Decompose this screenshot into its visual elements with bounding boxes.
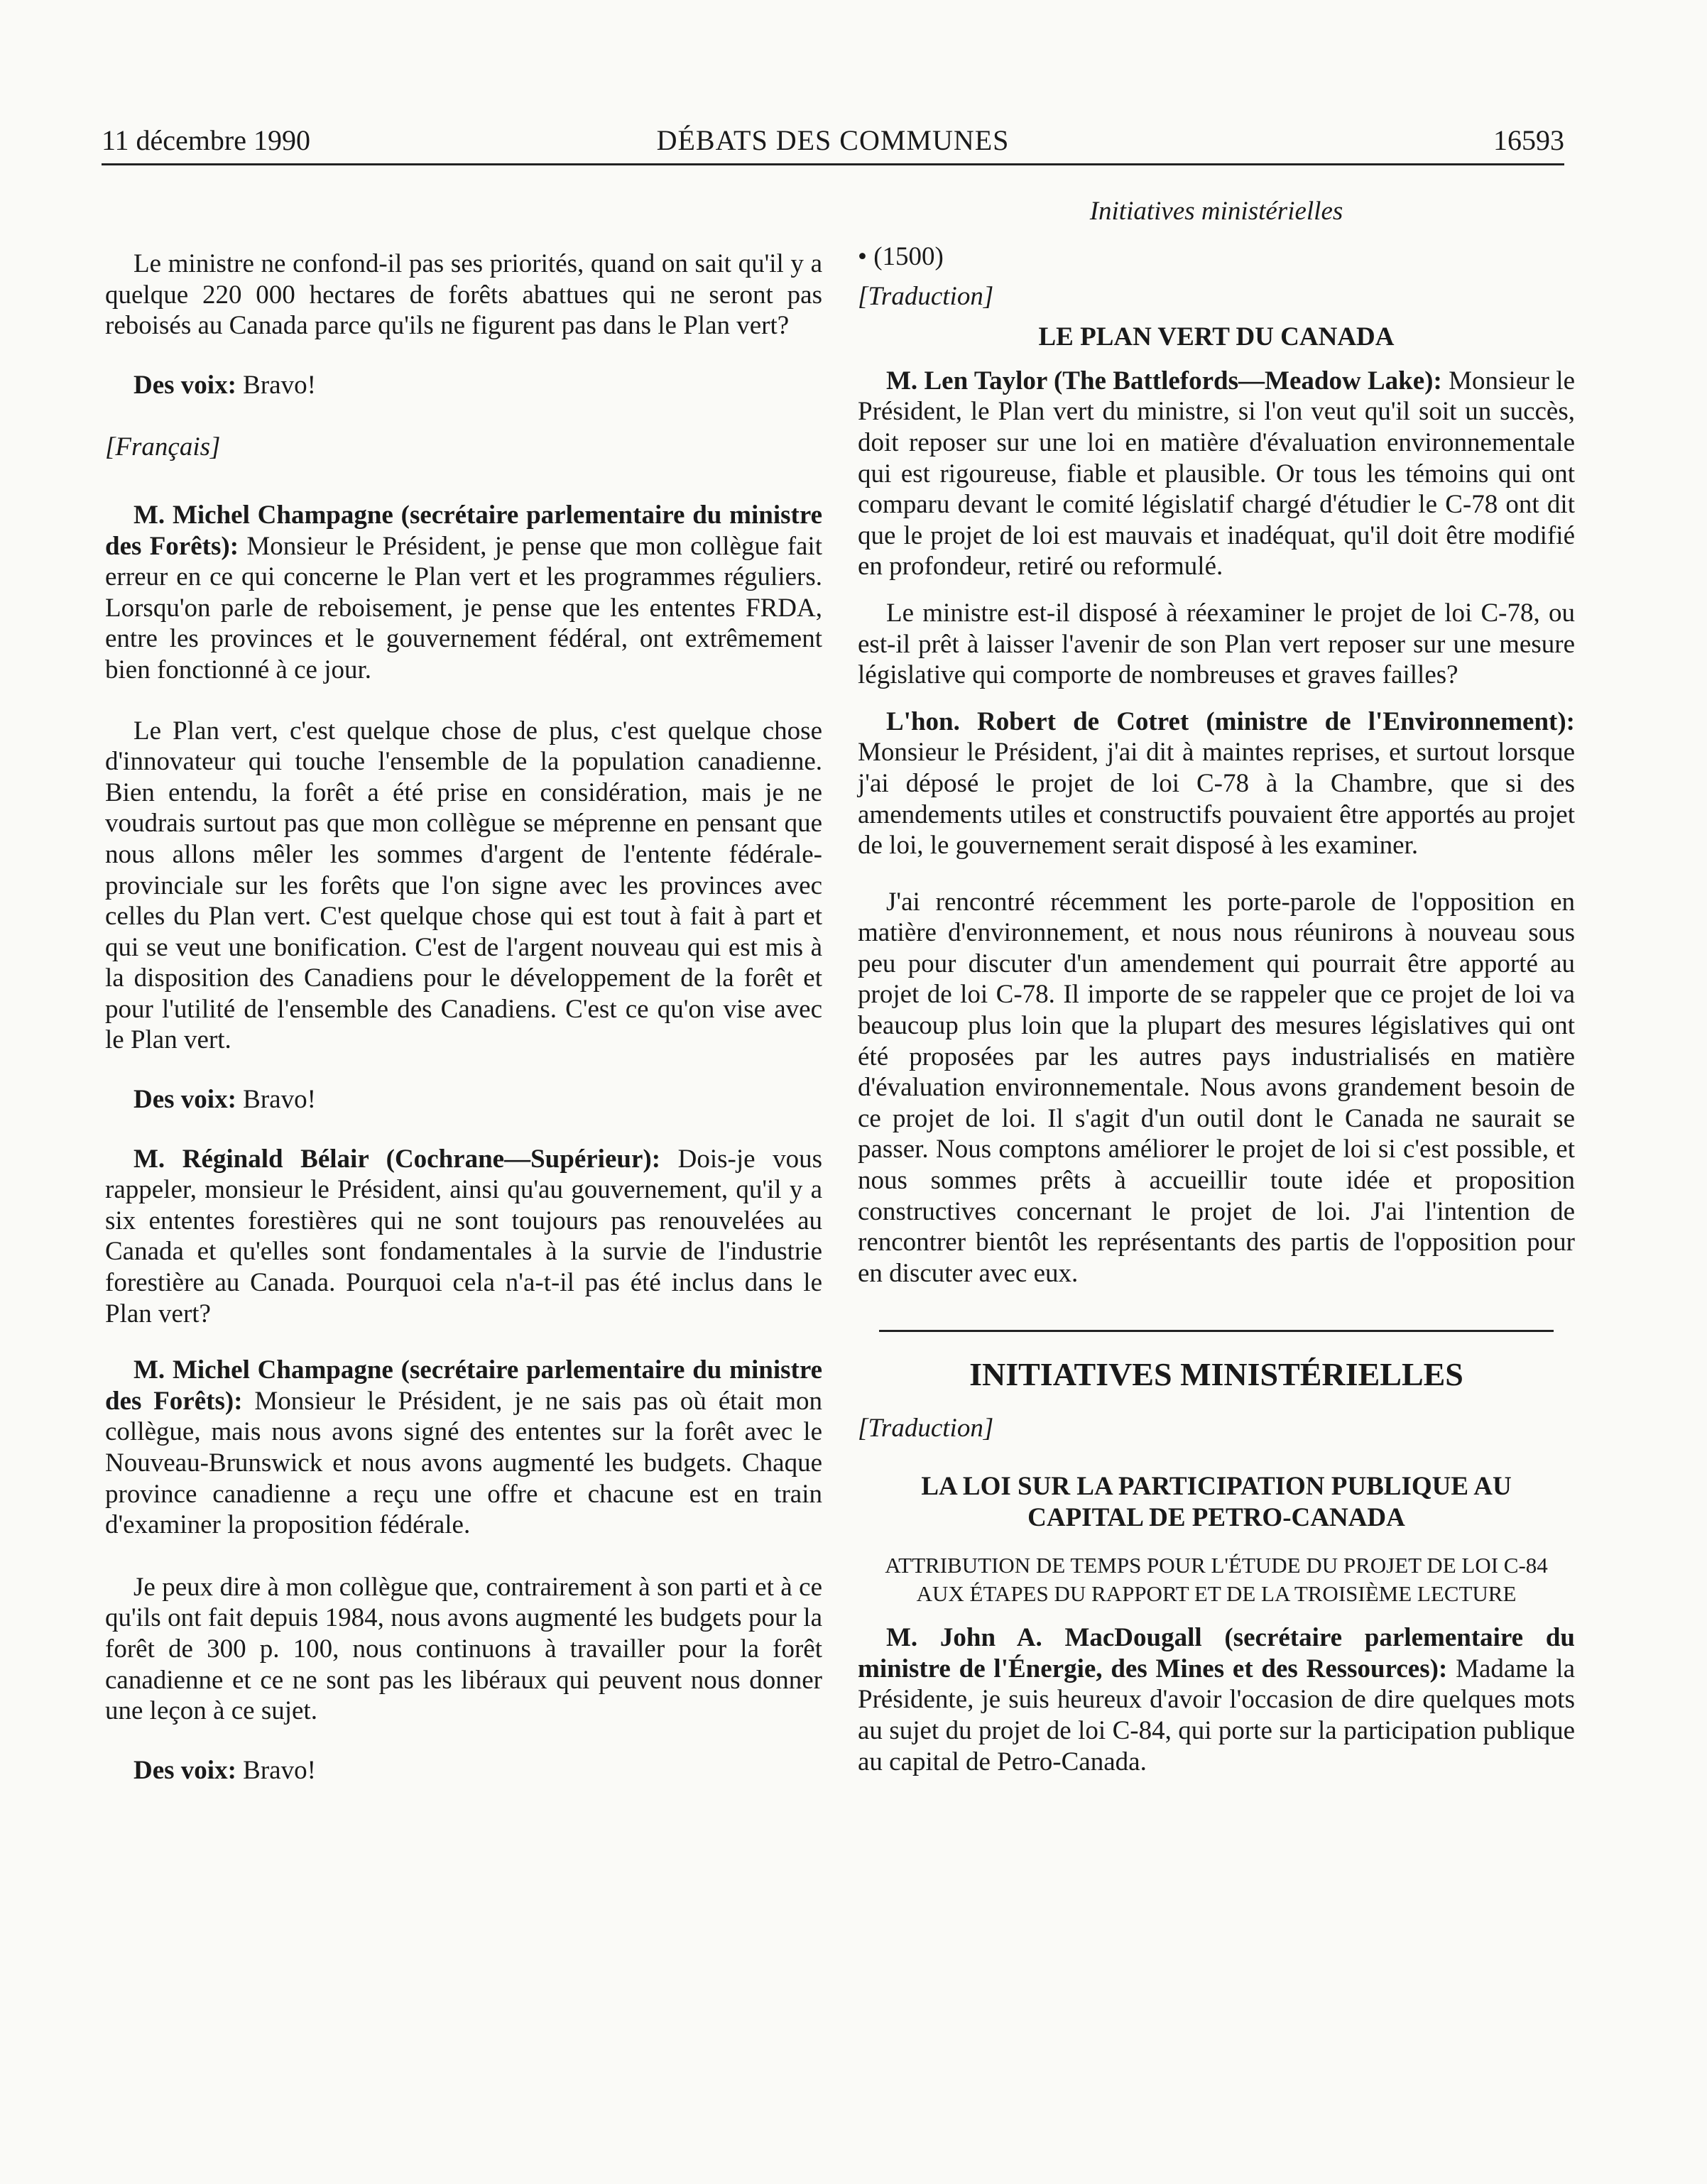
- paragraph: Je peux dire à mon collègue que, contrairement à son parti et à ce qu'ils ont fait depuis 1984, nous avons augmenté les budgets pour la forêt de 300 p. 100, nous continuons à travailler pour la forêt canadienne et ce ne sont pas les libéraux qui peuvent nous donner une leçon à ce sujet.: [105, 1572, 822, 1726]
- paragraph: [105, 370, 822, 401]
- paragraph: [105, 1355, 822, 1541]
- speaker: Des voix:: [133, 370, 236, 400]
- speaker: M. Réginald Bélair (Cochrane—Supérieur):: [133, 1144, 661, 1174]
- header-publication: DÉBATS DES COMMUNES: [656, 124, 1010, 156]
- speaker: Des voix:: [133, 1085, 236, 1115]
- speech: Bravo!: [243, 370, 316, 400]
- speaker: Des voix:: [133, 1755, 236, 1785]
- paragraph: Le Plan vert, c'est quelque chose de plus, c'est quelque chose d'innovateur qui touche l'ensemble de la population canadienne. Bien entendu, la forêt a été prise en considération, mais je ne voudrais surtout pas que mon collègue se méprenne en pensant que nous allons mêler les sommes d'argent de l'entente fédérale-provinciale sur les forêts que l'on signe avec les provinces avec celles du Plan vert. C'est quelque chose qui est tout à fait à part et qui se veut une bonification. C'est de l'argent nouveau qui est mis à la disposition des Canadiens pour le développement de la forêt et pour l'utilité de l'ensemble des Canadiens. C'est ce qu'on vise avec le Plan vert.: [105, 716, 822, 1055]
- speech: Madame la Présidente, je suis heureux d'avoir l'occasion de dire quelques mots au sujet du projet de loi C-84, qui porte sur la participation publique au capital de Petro-Canada.: [858, 1654, 1575, 1776]
- page-header: [102, 119, 1564, 162]
- speech: Dois-je vous rappeler, monsieur le Président, ainsi qu'au gouvernement, qu'il y a six ententes forestières qui ne sont toujours pas renouvelées au Canada et qu'elles sont fondamentales à la survie de l'industrie forestière au Canada. Pourquoi cela n'a-t-il pas été inclus dans le Plan vert?: [105, 1144, 822, 1328]
- language-tag: [Français]: [105, 432, 221, 462]
- speech: Bravo!: [243, 1085, 316, 1115]
- speaker: M. Len Taylor (The Battlefords—Meadow Lake):: [886, 366, 1442, 395]
- time-marker: • (1500): [858, 242, 944, 271]
- speech: Monsieur le Président, le Plan vert du ministre, si l'on veut qu'il soit un succès, doit reposer sur une loi en matière d'évaluation environnementale qui est rigoureuse, fiable et plausible. Or tous les témoins qui ont comparu devant le comité législatif chargé d'étudier le C-78 ont dit que le projet de loi est mauvais et inadéquat, qu'il doit être modifié en profondeur, retiré ou reformulé.: [858, 366, 1576, 582]
- speech: Monsieur le Président, je pense que mon collègue fait erreur en ce qui concerne le Plan vert et les programmes réguliers. Lorsqu'on parle de reboisement, je pense que les ententes FRDA, entre les provinces et le gouvernement fédéral, ont extrêmement bien fonctionné à ce jour.: [105, 531, 822, 684]
- language-tag: [Traduction]: [858, 1414, 994, 1443]
- speaker: M. John A. MacDougall (secrétaire parlementaire du ministre de l'Énergie, des Mines et des Ressources):: [858, 1623, 1575, 1683]
- bill-heading: LA LOI SUR LA PARTICIPATION PUBLIQUE AU CAPITAL DE PETRO-CANADA: [921, 1472, 1512, 1532]
- left-column: [105, 192, 822, 1786]
- speaker: L'hon. Robert de Cotret (ministre de l'Environnement):: [886, 706, 1575, 736]
- paragraph: [858, 1622, 1575, 1777]
- paragraph: [105, 1755, 822, 1786]
- speech: Monsieur le Président, j'ai dit à maintes reprises, et surtout lorsque j'ai déposé le projet de loi C-78 à la Chambre, que si des amendements utiles et constructifs pouvaient être apportés au projet de loi, le gouvernement serait disposé à les examiner.: [858, 738, 1575, 861]
- speaker: M. Michel Champagne (secrétaire parlementaire du ministre des Forêts):: [105, 1355, 822, 1416]
- language-tag: [Traduction]: [858, 281, 994, 311]
- paragraph: [105, 1084, 822, 1115]
- header-page-number: 16593: [1493, 124, 1564, 156]
- section-title: INITIATIVES MINISTÉRIELLES: [969, 1356, 1463, 1393]
- paragraph: [105, 500, 822, 686]
- speaker: M. Michel Champagne (secrétaire parlementaire du ministre des Forêts):: [105, 500, 822, 561]
- header-date: 11 décembre 1990: [102, 124, 310, 156]
- paragraph: [858, 706, 1575, 861]
- speech: Monsieur le Président, je ne sais pas où était mon collègue, mais nous avons signé des ententes sur la forêt avec le Nouveau-Brunswick et nous avons augmenté les budgets. Chaque province canadienne a reçu une offre et chacune est en train d'examiner la proposition fédérale.: [105, 1386, 823, 1540]
- paragraph: Le ministre ne confond-il pas ses priorités, quand on sait qu'il y a quelque 220 000 hectares de forêts abattues qui ne seront pas reboisés au Canada parce qu'ils ne figurent pas dans le Plan vert?: [105, 249, 822, 341]
- speech: Bravo!: [243, 1755, 316, 1785]
- paragraph: J'ai rencontré récemment les porte-parole de l'opposition en matière d'environnement, et nous nous réunirons à nouveau sous peu pour discuter d'un amendement qui pourrait être apporté au projet de loi C-78. Il importe de se rappeler que ce projet de loi va beaucoup plus loin que la plupart des mesures législatives qui ont été proposées par les autres pays industrialisés en matière d'évaluation environnementale. Nous avons grandement besoin de ce projet de loi. Il s'agit d'un outil dont le Canada ne saurait se passer. Nous comptons améliorer le projet de loi si c'est possible, et nous sommes prêts à accueillir toute idée et proposition constructives concernant le projet de loi. J'ai l'intention de rencontrer bientôt les représentants des partis de l'opposition pour en discuter avec eux.: [858, 887, 1575, 1288]
- section-heading: LE PLAN VERT DU CANADA: [1038, 322, 1395, 352]
- running-title: Initiatives ministérielles: [1089, 197, 1343, 226]
- paragraph: Le ministre est-il disposé à réexaminer le projet de loi C-78, ou est-il prêt à laisser l'avenir de son Plan vert reposer sur une mesure législative qui comporte de nombreuses et graves failles?: [858, 598, 1575, 690]
- bill-subheading: ATTRIBUTION DE TEMPS POUR L'ÉTUDE DU PROJET DE LOI C-84 AUX ÉTAPES DU RAPPORT ET DE LA TROISIÈME LECTURE: [885, 1553, 1548, 1607]
- header-rule: [102, 163, 1564, 165]
- right-column: [858, 192, 1575, 1777]
- paragraph: [858, 366, 1575, 582]
- paragraph: [105, 1144, 822, 1330]
